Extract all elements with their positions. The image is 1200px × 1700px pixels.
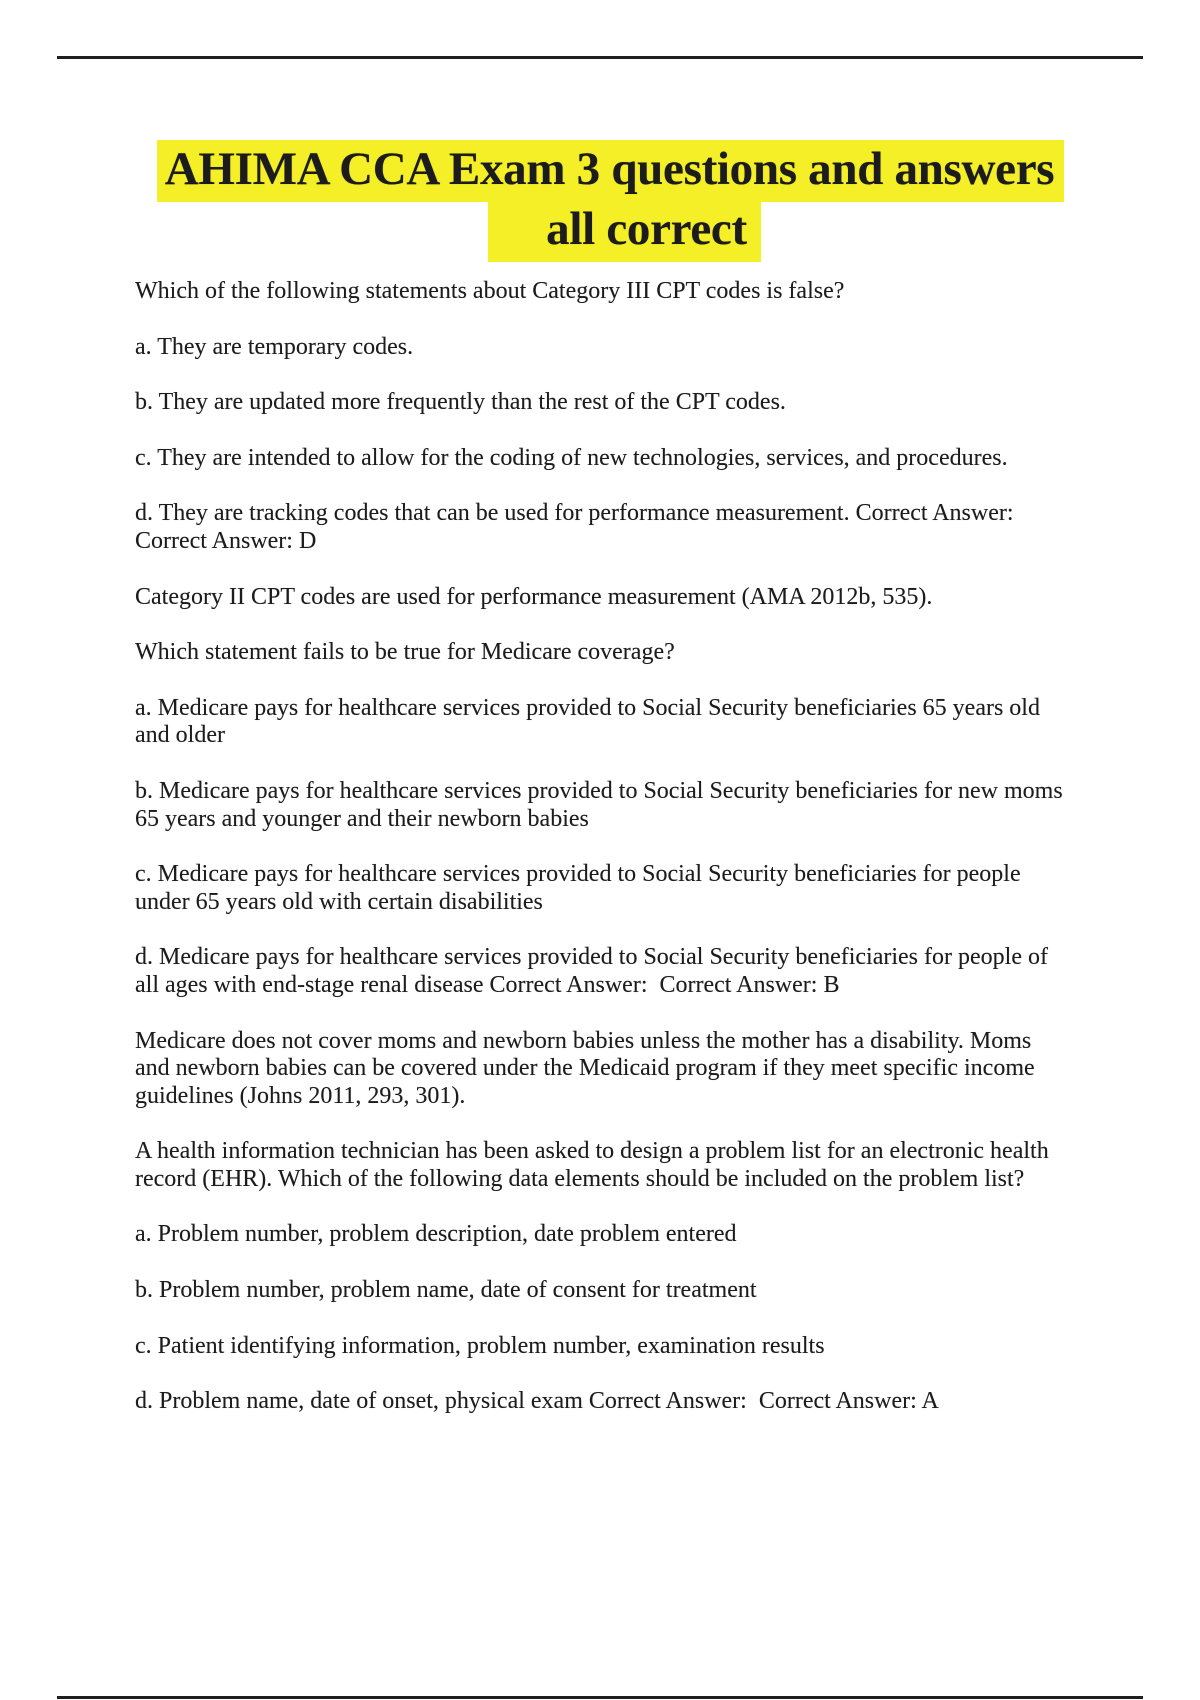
paragraph [135,1028,1070,1111]
text-line: Correct Answer: D [135,527,317,554]
text-line: guidelines (Johns 2011, 293, 301). [135,1082,466,1109]
document-title [134,140,1087,262]
paragraph [135,584,1070,612]
text-line: under 65 years old with certain disabilities [135,888,543,915]
paragraph [135,278,1070,306]
text-line: Which statement fails to be true for Medicare coverage? [135,639,675,666]
paragraph [135,1333,1070,1361]
text-line: a. They are temporary codes. [135,333,414,360]
text-line: c. They are intended to allow for the coding of new technologies, services, and procedures. [135,444,1008,471]
title-line-2 [134,202,1087,262]
text-line: record (EHR). Which of the following data elements should be included on the problem list? [135,1165,1025,1192]
title-highlight-2: all correct [488,202,761,262]
top-rule [57,56,1143,59]
text-line: and older [135,722,225,749]
paragraph [135,944,1070,999]
paragraph [135,861,1070,916]
text-line: d. Medicare pays for healthcare services provided to Social Security beneficiaries for people of [135,944,1048,971]
bottom-rule [57,1696,1143,1699]
paragraph [135,1221,1070,1249]
text-line: c. Patient identifying information, problem number, examination results [135,1332,825,1359]
paragraph [135,389,1070,417]
paragraph [135,639,1070,667]
text-line: A health information technician has been asked to design a problem list for an electronic health [135,1138,1049,1165]
text-line: 65 years and younger and their newborn babies [135,805,589,832]
document-body [135,278,1070,1444]
text-line: b. Problem number, problem name, date of consent for treatment [135,1277,757,1304]
paragraph [135,778,1070,833]
paragraph [135,695,1070,750]
paragraph [135,1388,1070,1416]
paragraph [135,445,1070,473]
title-line-1 [134,140,1087,202]
paragraph [135,1138,1070,1193]
text-line: and newborn babies can be covered under the Medicaid program if they meet specific income [135,1055,1035,1082]
paragraph [135,334,1070,362]
paragraph [135,1277,1070,1305]
text-line: b. Medicare pays for healthcare services provided to Social Security beneficiaries for new moms [135,777,1063,804]
text-line: b. They are updated more frequently than the rest of the CPT codes. [135,389,786,416]
text-line: Medicare does not cover moms and newborn babies unless the mother has a disability. Moms [135,1027,1032,1054]
paragraph [135,500,1070,555]
text-line: all ages with end-stage renal disease Correct Answer: Correct Answer: B [135,971,840,998]
text-line: Category II CPT codes are used for performance measurement (AMA 2012b, 535). [135,583,933,610]
text-line: d. Problem name, date of onset, physical exam Correct Answer: Correct Answer: A [135,1388,939,1415]
text-line: Which of the following statements about Category III CPT codes is false? [135,278,845,304]
text-line: c. Medicare pays for healthcare services provided to Social Security beneficiaries for people [135,861,1021,888]
title-highlight-1: AHIMA CCA Exam 3 questions and answers [157,140,1065,202]
text-line: a. Medicare pays for healthcare services provided to Social Security beneficiaries 65 years old [135,694,1040,721]
text-line: d. They are tracking codes that can be used for performance measurement. Correct Answer: [135,500,1014,527]
text-line: a. Problem number, problem description, date problem entered [135,1221,737,1248]
